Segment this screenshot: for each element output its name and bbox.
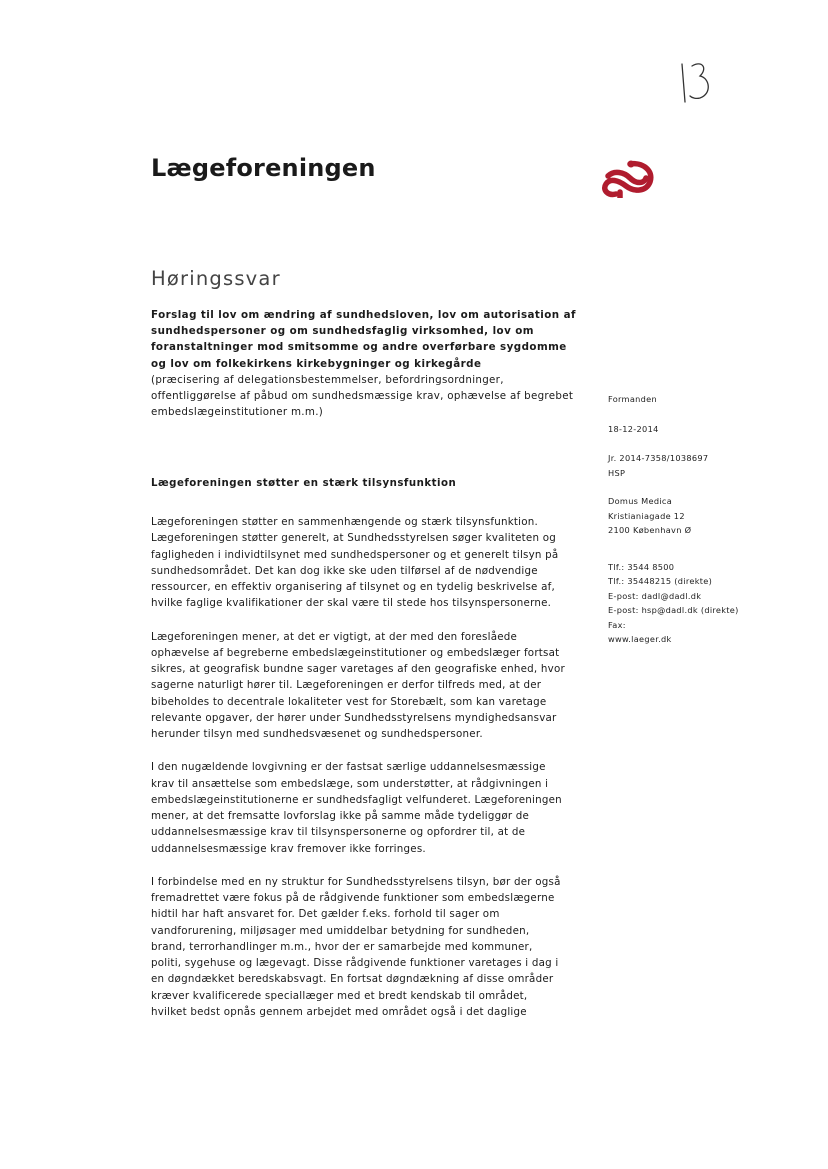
subject-note-line: offentliggørelse af påbud om sundhedsmæssige krav, ophævelse af begrebet [151, 390, 574, 403]
subject-title-line: foranstaltninger mod smitsomme og andre overførbare sygdomme [151, 341, 567, 354]
contact-line: E-post: hsp@dadl.dk (direkte) [608, 605, 739, 615]
contact-line: Tlf.: 35448215 (direkte) [608, 576, 713, 586]
body-paragraph: I forbindelse med en ny struktur for Sundhedsstyrelsens tilsyn, bør der også fremadrettet være fokus på de rådgivende funktioner som embedslægerne hidtil har haft ansvaret for. Det gælder f.eks. forhold til sager om vandforurening, miljøsager med umiddelbar betydning for sundheden, brand, terrorhandlinger m.m., hvor der er samarbejde med kommuner, politi, sygehuse og lægevagt. Disse rådgivende funktioner varetages i dag i en døgndækket beredskabsvagt. En fortsat døgndækning af disse områder kræver kvalificerede speciallæger med et bredt kendskab til området, hvilket bedst opnås gennem arbejdet med området også i det daglige [151, 875, 561, 1018]
letter-date: 18-12-2014 [608, 423, 659, 434]
journal-number: Jr. 2014-7358/1038697 [608, 453, 709, 463]
subject-note-line: embedslægeinstitutioner m.m.) [151, 406, 324, 419]
brand-name: Lægeforeningen [151, 154, 376, 182]
address-line: Domus Medica [608, 496, 673, 506]
document-type-heading: Høringssvar [151, 267, 281, 290]
snake-staff-logo-icon [600, 156, 656, 198]
sender-role: Formanden [608, 394, 657, 404]
website-link[interactable]: www.laeger.dk [608, 634, 672, 644]
body-paragraph: I den nugældende lovgivning er der fastsat særlige uddannelsesmæssige krav til ansættelse som embedslæge, som understøtter, at rådgivningen i embedslægeinstitutionerne er sundhedsfagligt velfunderet. Lægeforeningen mener, at det fremsatte lovforslag ikke på samme måde tydeliggør de uddannelsesmæssige krav til tilsynspersonerne og opfordrer til, at de uddannelsesmæssige krav fremover ikke forringes. [151, 761, 562, 855]
contact-line: E-post: dadl@dadl.dk [608, 590, 702, 601]
contact-line: Tlf.: 3544 8500 [608, 561, 675, 572]
body-paragraph: Lægeforeningen støtter en sammenhængende og stærk tilsynsfunktion. Lægeforeningen støtter generelt, at Sundhedsstyrelsen søger kvaliteten og fagligheden i individtilsynet med sundhedspersoner og et generelt tilsyn på sundhedsområdet. Det kan dog ikke ske uden tilførsel af de nødvendige ressourcer, en effektiv organisering af tilsynet og en tydelig beskrivelse af, hvilke faglige kvalifikationer der skal være til stede hos tilsynspersonerne. [151, 516, 559, 610]
subject-block [151, 307, 581, 420]
address-line: Kristianiagade 12 [608, 510, 685, 521]
subject-note-line: (præcisering af delegationsbestemmelser, befordringsordninger, [151, 373, 504, 386]
sender-initials: HSP [608, 467, 626, 478]
sender-info [608, 392, 778, 647]
letter-body [151, 478, 571, 1037]
contact-line: Fax: [608, 619, 626, 630]
body-paragraph: Lægeforeningen mener, at det er vigtigt, at der med den foreslåede ophævelse af begreberne embedslægeinstitutioner og embedslæger fortsat sikres, at geografisk bundne sager varetages af den geografiske enhed, hvor sagerne naturligt hører til. Lægeforeningen er derfor tilfreds med, at der bibeholdes to decentrale lokaliteter vest for Storebælt, som kan varetage relevante opgaver, der hører under Sundhedsstyrelsens myndighedsansvar herunder tilsyn med sundhedsvæsenet og sundhedspersoner. [151, 630, 565, 740]
handwritten-page-number [672, 58, 720, 104]
section-heading: Lægeforeningen støtter en stærk tilsynsfunktion [151, 478, 457, 489]
address-line: 2100 København Ø [608, 525, 692, 535]
subject-title-line: Forslag til lov om ændring af sundhedsloven, lov om autorisation af [151, 309, 576, 321]
subject-title-line: sundhedspersoner og om sundhedsfaglig virksomhed, lov om [151, 325, 534, 338]
subject-title-line: og lov om folkekirkens kirkebygninger og kirkegårde [151, 357, 482, 370]
